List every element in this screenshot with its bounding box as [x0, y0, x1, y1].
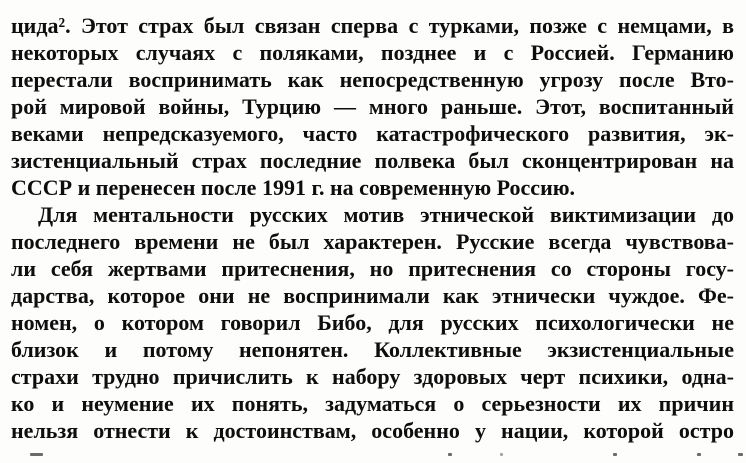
- text-line: цида². Этот страх был связан сперва с турками, позже с немцами, в: [11, 13, 734, 38]
- text-line: перестали воспринимать как непосредственную угрозу после Вто-: [11, 67, 734, 92]
- letter-top-fragment: [738, 453, 743, 456]
- text-line: веками непредсказуемого, часто катастрофического развития, эк-: [11, 121, 734, 146]
- text-line: последнего времени не был характерен. Русские всегда чувствова-: [11, 229, 734, 254]
- text-line: ко и неумение их понять, задуматься о серьезности их причин: [11, 391, 734, 416]
- text-line: зистенциальный страх последние полвека был сконцентрирован на: [11, 148, 734, 173]
- text-line: номен, о котором говорил Бибо, для русских психологически не: [11, 310, 734, 335]
- text-line: некоторых случаях с поляками, позднее и с Россией. Германию: [11, 40, 734, 65]
- text-line: рой мировой войны, Турцию — много раньше. Этот, воспитанный: [11, 94, 734, 119]
- text-line-paragraph-end: СССР и перенесен после 1991 г. на современную Россию.: [11, 175, 576, 200]
- text-line: дарства, которое они не воспринимали как этнически чуждое. Фе-: [11, 283, 734, 308]
- letter-top-fragment: [448, 453, 452, 456]
- letter-top-fragment: [613, 453, 617, 456]
- letter-top-fragment: [500, 453, 503, 456]
- text-line: близок и потому непонятен. Коллективные экзистенциальные: [11, 337, 734, 362]
- text-line-paragraph-start: Для ментальности русских мотив этнической виктимизации до: [38, 202, 734, 227]
- letter-top-fragment: [697, 453, 701, 456]
- text-line: ли себя жертвами притеснения, но притеснения со стороны госу-: [11, 256, 734, 281]
- text-line: нельзя отнести к достоинствам, особенно у нации, которой остро: [11, 418, 734, 443]
- text-line: страхи трудно причислить к набору здоровых черт психики, одна-: [11, 364, 734, 389]
- letter-top-fragment: [30, 453, 43, 456]
- clipped-next-line-fragment: [11, 444, 734, 463]
